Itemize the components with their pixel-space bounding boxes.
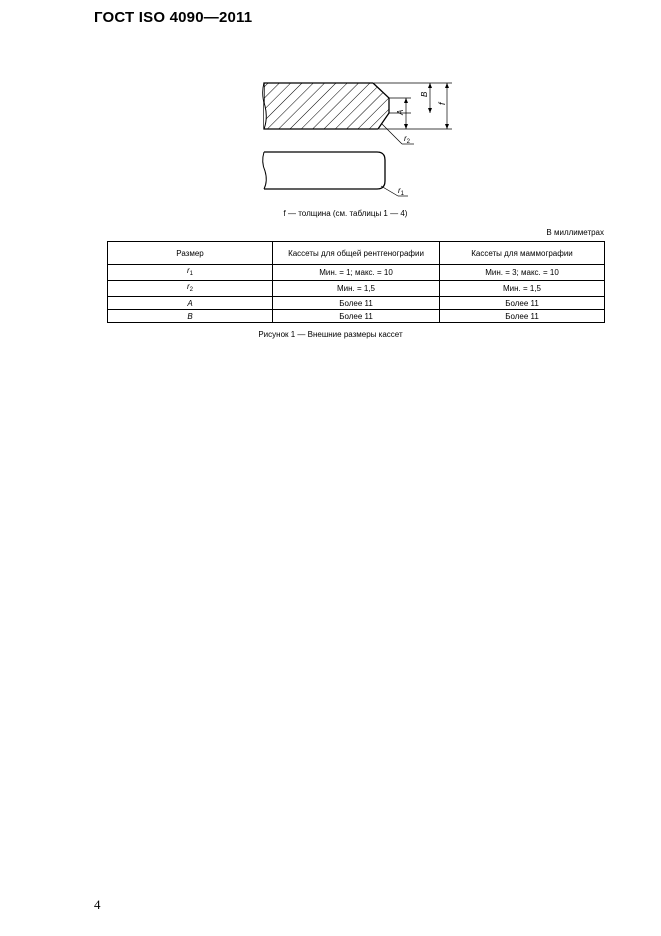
figure-note: f — толщина (см. таблицы 1 — 4) (283, 209, 408, 218)
cell-general: Более 11 (273, 297, 440, 310)
outline-view (263, 152, 408, 196)
table-row (108, 265, 605, 281)
label-b: B (420, 91, 429, 97)
header-mammo: Кассеты для маммографии (440, 242, 605, 265)
label-r1: $r_1$ (398, 186, 405, 197)
cassette-edge-drawing (0, 0, 661, 230)
label-f: f (437, 102, 447, 105)
cross-section-view (263, 83, 389, 129)
cell-symbol: A (108, 297, 273, 310)
table-row (108, 310, 605, 323)
table-row (108, 281, 605, 297)
table-row (108, 297, 605, 310)
document-header: ГОСТ ISO 4090—2011 (94, 9, 253, 26)
dimension-arrows (404, 83, 449, 129)
cell-mammo: Более 11 (440, 310, 605, 323)
cell-general: Мин. = 1,5 (273, 281, 440, 297)
cell-general: Мин. = 1; макс. = 10 (273, 265, 440, 281)
figure-caption: Рисунок 1 — Внешние размеры кассет (258, 330, 403, 339)
dimensions-table (107, 241, 605, 323)
header-size: Размер (108, 242, 273, 265)
header-general: Кассеты для общей рентгенографии (273, 242, 440, 265)
cell-mammo: Более 11 (440, 297, 605, 310)
table-header-row (108, 242, 605, 265)
page-number: 4 (94, 897, 101, 912)
units-label: В миллиметрах (546, 228, 604, 237)
label-a: A (396, 109, 405, 115)
cell-general: Более 11 (273, 310, 440, 323)
cell-symbol: $r_1$ (108, 265, 273, 281)
cell-mammo: Мин. = 3; макс. = 10 (440, 265, 605, 281)
cell-symbol: B (108, 310, 273, 323)
cell-mammo: Мин. = 1,5 (440, 281, 605, 297)
cell-symbol: $r_2$ (108, 281, 273, 297)
label-r2: $r_2$ (404, 134, 411, 145)
